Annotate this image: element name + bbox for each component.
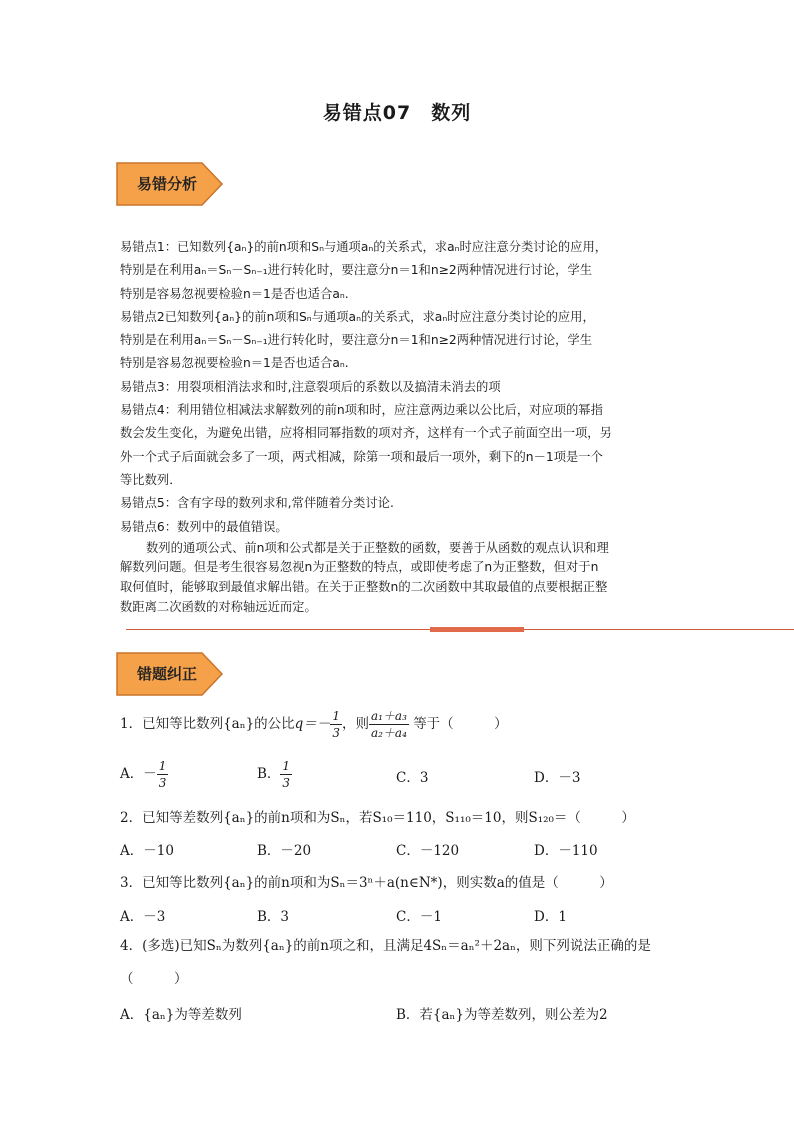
question-1 (120, 708, 508, 741)
analysis-line: 易错点5：含有字母的数列求和,常伴随着分类讨论. (120, 496, 394, 511)
section-divider-accent (430, 627, 524, 632)
question-3: 3．已知等比数列{aₙ}的前n项和为Sₙ＝3ⁿ＋a(n∈N*)，则实数a的值是（ ） (120, 875, 613, 891)
fraction-denominator: 3 (282, 776, 291, 790)
analysis-paragraph-line: 数距离二次函数的对称轴远近而定。 (120, 599, 317, 614)
option-d[interactable]: D．－110 (534, 843, 598, 859)
analysis-line: 易错点6：数列中的最值错误。 (120, 519, 288, 534)
question-text: ，则 (341, 716, 369, 732)
analysis-line: 外一个式子后面就会多了一项，两式相减，除第一项和最后一项外，剩下的n－1项是一个 (120, 449, 603, 464)
option-a[interactable] (120, 758, 168, 791)
analysis-line: 易错点4：利用错位相减法求解数列的前n项和时，应注意两边乘以公比后，对应项的幂指 (120, 403, 603, 418)
section-tag-analysis (116, 162, 224, 206)
section-tag-label: 错题纠正 (136, 665, 197, 683)
analysis-paragraph-line: 取何值时，能够取到最值求解出错。在关于正整数n的二次函数中其取最值的点要根据正整 (120, 580, 608, 595)
analysis-line: 易错点1：已知数列{aₙ}的前n项和Sₙ与通项aₙ的关系式，求aₙ时应注意分类讨论的应用， (120, 240, 608, 254)
fraction-numerator: 1 (282, 759, 291, 773)
analysis-line: 数会发生变化，为避免出错，应将相同幂指数的项对齐，这样有一个式子前面空出一项，另 (120, 426, 612, 441)
fraction (330, 708, 342, 741)
option-b[interactable]: B．若{aₙ}为等差数列，则公差为2 (396, 1007, 608, 1023)
option-a[interactable]: A．－10 (120, 843, 174, 859)
analysis-line: 特别是容易忽视要检验n＝1是否也适合aₙ. (120, 286, 349, 301)
fraction-numerator: 1 (158, 759, 167, 773)
fraction-denominator: 3 (158, 776, 167, 790)
option-b[interactable] (257, 758, 292, 791)
analysis-line: 易错点3：用裂项相消法求和时,注意裂项后的系数以及搞清未消去的项 (120, 379, 501, 394)
option-b[interactable]: B．3 (257, 909, 290, 925)
option-c[interactable]: C．－120 (396, 843, 460, 859)
option-d[interactable]: D．－3 (534, 770, 581, 786)
analysis-paragraph-line: 解数列问题。但是考生很容易忽视n为正整数的特点，或即使考虑了n为正整数，但对于n (120, 560, 599, 575)
analysis-line: 特别是在利用aₙ＝Sₙ－Sₙ₋₁进行转化时，要注意分n＝1和n≥2两种情况进行讨论，学生 (120, 263, 593, 278)
math-expr: q＝－ (294, 716, 331, 732)
question-text: 等于（ ） (413, 716, 508, 732)
option-b[interactable]: B．－20 (257, 843, 312, 859)
option-c[interactable]: C．3 (396, 770, 429, 786)
option-a[interactable]: A．－3 (120, 909, 166, 925)
analysis-block (120, 236, 692, 617)
option-c[interactable]: C．－1 (396, 909, 442, 925)
fraction (280, 758, 292, 791)
analysis-line: 易错点2已知数列{aₙ}的前n项和Sₙ与通项aₙ的关系式，求aₙ时应注意分类讨论的应用， (120, 309, 595, 324)
analysis-line: 等比数列． (120, 472, 182, 487)
question-2: 2．已知等差数列{aₙ}的前n项和为Sₙ，若S₁₀＝110，S₁₁₀＝10，则S₁₂₀＝（ ） (120, 810, 635, 826)
option-label: B． (257, 766, 281, 782)
fraction-denominator: a₂＋a₄ (370, 726, 407, 740)
analysis-line: 特别是容易忽视要检验n＝1是否也适合aₙ. (120, 356, 349, 371)
analysis-paragraph-line: 数列的通项公式、前n项和公式都是关于正整数的函数，要善于从函数的观点认识和理 (146, 540, 609, 555)
analysis-line: 特别是在利用aₙ＝Sₙ－Sₙ₋₁进行转化时，要注意分n＝1和n≥2两种情况进行讨论，学生 (120, 333, 593, 348)
fraction-numerator: a₁＋a₃ (370, 709, 407, 723)
section-tag-label: 易错分析 (136, 175, 197, 193)
section-tag-corrections (116, 652, 224, 696)
fraction-denominator: 3 (332, 726, 340, 740)
fraction (157, 758, 169, 791)
question-4: 4．(多选)已知Sₙ为数列{aₙ}的前n项之和，且满足4Sₙ＝aₙ²＋2aₙ，则下列说法正确的是 (120, 938, 651, 954)
answer-parenthesis: （ ） (120, 971, 188, 987)
fraction (369, 708, 409, 741)
option-a[interactable]: A．{aₙ}为等差数列 (120, 1007, 242, 1023)
option-label: A．－ (120, 766, 157, 782)
question-text: 1．已知等比数列{aₙ}的公比 (120, 716, 295, 732)
fraction-numerator: 1 (332, 709, 340, 723)
option-d[interactable]: D．1 (534, 909, 567, 925)
page-title: 易错点07 数列 (322, 102, 472, 124)
